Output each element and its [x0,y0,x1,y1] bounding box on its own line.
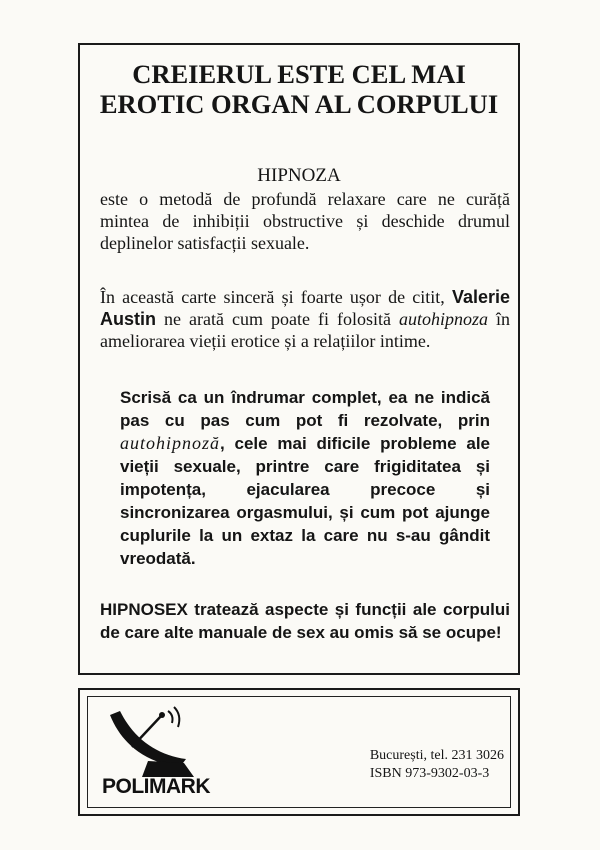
summary-text-end: , cele mai dificile probleme ale vieții sexuale, printre care frigiditatea și impotența, ejacularea precoce și sincronizarea orgasmului, și cum pot ajunge cuplurile la un extaz la care nu s-au gândit vreodată. [120,434,490,568]
publisher-info [370,747,504,783]
publisher-address: București, tel. 231 3026 [369,748,504,763]
autohipnoza-term: autohipnoza [398,309,488,329]
publisher-footer-inner [87,696,511,808]
title-line-1: CREIERUL ESTE CEL MAI [132,59,466,89]
autohipnoza-term-2: autohipnoză [120,433,221,453]
paragraph-text-middle: ne arată cum poate fi folosită [156,309,399,329]
isbn: ISBN 973-9302-03-3 [369,766,490,781]
back-cover-box [78,43,520,675]
paragraph-text-start: În această carte sinceră și foarte ușor de citit, [100,287,452,307]
hipnoza-heading: HIPNOZA [257,165,341,186]
hipnosex-statement: HIPNOSEX tratează aspecte și funcții ale corpului de care alte manuale de sex au omis să se ocupe! [100,600,510,642]
page-title [80,59,518,119]
title-line-2: EROTIC ORGAN AL CORPULUI [99,89,499,119]
satellite-dish-icon [102,705,212,780]
polimark-logo [102,705,232,800]
summary-text-start: Scrisă ca un îndrumar complet, ea ne indică pas cu pas cum pot fi rezolvate, prin [120,388,490,430]
guide-summary-paragraph [120,386,490,570]
publisher-footer-box [78,688,520,816]
book-description-paragraph [100,286,510,352]
hipnoza-description: este o metodă de profundă relaxare care ne curăță mintea de inhibiții obstructive și deschide drumul deplinelor satisfacții sexuale. [100,189,510,253]
logo-text: POLIMARK [102,775,210,798]
paragraph-text-end: în ameliorarea vieții erotice și a relațiilor intime. [100,309,510,351]
author-name: Valerie Austin [100,287,510,329]
